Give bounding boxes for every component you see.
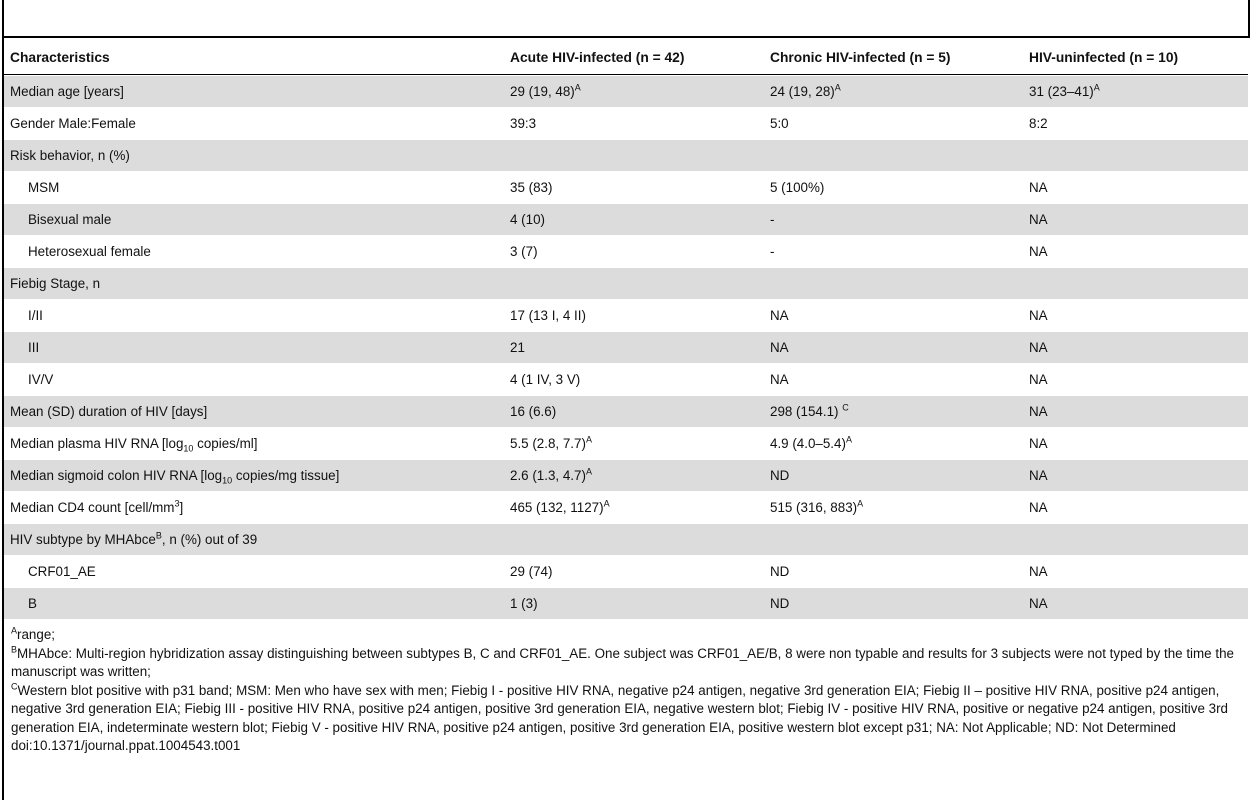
cell-uninfected: NA: [1023, 428, 1248, 460]
cell-characteristic: Risk behavior, n (%): [4, 140, 504, 172]
cell-uninfected: 31 $(23-41)^A$: [1023, 76, 1248, 108]
cell-uninfected: NA: [1023, 556, 1248, 588]
cell-acute: [504, 524, 764, 556]
cell-characteristic: I/II: [4, 300, 504, 332]
footnotes: [11, 626, 1243, 756]
cell-characteristic: Heterosexual female: [4, 236, 504, 268]
table-row: [4, 204, 1248, 236]
cell-chronic: [764, 140, 1023, 172]
table-row: [4, 236, 1248, 268]
cell-chronic: ND: [764, 588, 1023, 620]
footnote-b: $^B$MHAbce: Multi-region hybridization assay distinguishing between subtypes B, C and CRF01_AE. One subject was CRF01_AE/B, 8 were non typable and results for 3 subjects were not typed by the time the manuscript was written;: [11, 644, 1234, 679]
cell-uninfected: 8:2: [1023, 108, 1248, 140]
table-row: [4, 76, 1248, 108]
header-characteristics: Characteristics: [10, 50, 110, 65]
cell-acute: 29 (19, 48)$^A$: [504, 76, 764, 108]
cell-characteristic: Bisexual male: [4, 204, 504, 236]
cell-characteristic: IV/V: [4, 364, 504, 396]
header-acute: Acute HIV-infected (n = 42): [510, 50, 685, 65]
table-body: [4, 76, 1248, 620]
characteristics-table: [4, 40, 1248, 619]
cell-acute: 465 (132, 1127)$^A$: [504, 492, 764, 524]
cell-chronic: NA: [764, 332, 1023, 364]
table-row: [4, 332, 1248, 364]
cell-uninfected: NA: [1023, 172, 1248, 204]
table-row: [4, 556, 1248, 588]
cell-chronic: 5 (100%): [764, 172, 1023, 204]
footnote-c: $^C$Western blot positive with p31 band; MSM: Men who have sex with men; Fiebig I - positive HIV RNA, negative p24 antigen, negative 3rd generation EIA; Fiebig II – positive HIV RNA, positive p24 antigen, negative 3rd generation EIA; Fiebig III - positive HIV RNA, positive p24 antigen, positive 3rd generation EIA, negative western blot; Fiebig IV - positive HIV RNA, positive or negative p24 antigen, positive 3rd generation EIA, indeterminate western blot; Fiebig V - positive HIV RNA, positive p24 antigen, positive 3rd generation EIA, positive western blot except p31; NA: Not Applicable; ND: Not Determined: [11, 681, 1228, 735]
header-chronic: Chronic HIV-infected (n = 5): [770, 50, 951, 65]
cell-chronic: 4.9 $(4.0-5.4)^A$: [764, 428, 1023, 460]
cell-uninfected: [1023, 524, 1248, 556]
table-row: [4, 268, 1248, 300]
cell-chronic: 5:0: [764, 108, 1023, 140]
cell-chronic: [764, 268, 1023, 300]
cell-characteristic: Fiebig Stage, n: [4, 268, 504, 300]
cell-acute: 5.5 (2.8, 7.7)$^A$: [504, 428, 764, 460]
cell-characteristic: Median CD4 count $[cell/mm^3]$: [4, 492, 504, 524]
cell-uninfected: NA: [1023, 364, 1248, 396]
cell-characteristic: Gender Male:Female: [4, 108, 504, 140]
table-row: [4, 364, 1248, 396]
cell-characteristic: Mean (SD) duration of HIV [days]: [4, 396, 504, 428]
table-row: [4, 492, 1248, 524]
table-row: [4, 460, 1248, 492]
cell-acute: 39:3: [504, 108, 764, 140]
cell-acute: 4 (1 IV, 3 V): [504, 364, 764, 396]
table-row: [4, 172, 1248, 204]
cell-characteristic: B: [4, 588, 504, 620]
cell-characteristic: HIV subtype by MHAbce$^B$, n (%) out of 39: [4, 524, 504, 556]
cell-chronic: NA: [764, 364, 1023, 396]
cell-chronic: [764, 524, 1023, 556]
doi: doi:10.1371/journal.ppat.1004543.t001: [11, 738, 241, 753]
table-row: [4, 108, 1248, 140]
cell-chronic: ND: [764, 556, 1023, 588]
cell-chronic: 515 (316, 883)$^A$: [764, 492, 1023, 524]
cell-chronic: NA: [764, 300, 1023, 332]
cell-uninfected: NA: [1023, 588, 1248, 620]
cell-uninfected: NA: [1023, 236, 1248, 268]
cell-uninfected: NA: [1023, 204, 1248, 236]
cell-uninfected: [1023, 140, 1248, 172]
cell-characteristic: III: [4, 332, 504, 364]
cell-characteristic: MSM: [4, 172, 504, 204]
cell-characteristic: Median age [years]: [4, 76, 504, 108]
cell-uninfected: NA: [1023, 460, 1248, 492]
cell-acute: 2.6 (1.3, 4.7)$^A$: [504, 460, 764, 492]
table-row: [4, 396, 1248, 428]
cell-chronic: -: [764, 236, 1023, 268]
cell-uninfected: NA: [1023, 332, 1248, 364]
cell-acute: 35 (83): [504, 172, 764, 204]
cell-characteristic: Median sigmoid colon HIV RNA [$\log_{10}$ copies/mg tissue]: [4, 460, 504, 492]
cell-chronic: -: [764, 204, 1023, 236]
cell-uninfected: [1023, 268, 1248, 300]
cell-uninfected: NA: [1023, 396, 1248, 428]
cell-uninfected: NA: [1023, 300, 1248, 332]
cell-characteristic: Median plasma HIV RNA [$\log_{10}$ copies/ml]: [4, 428, 504, 460]
cell-chronic: ND: [764, 460, 1023, 492]
cell-acute: 1 (3): [504, 588, 764, 620]
cell-acute: 21: [504, 332, 764, 364]
table-title-box: [2, 0, 1250, 38]
cell-acute: 3 (7): [504, 236, 764, 268]
header-uninfected: HIV-uninfected (n = 10): [1029, 50, 1179, 65]
table-row: [4, 300, 1248, 332]
cell-chronic: 24 (19, 28)$^A$: [764, 76, 1023, 108]
cell-acute: 16 (6.6): [504, 396, 764, 428]
cell-acute: 4 (10): [504, 204, 764, 236]
footnote-a: $^A$range;: [11, 625, 55, 642]
table-row: [4, 524, 1248, 556]
table-row: [4, 588, 1248, 620]
cell-acute: 29 (74): [504, 556, 764, 588]
cell-acute: [504, 140, 764, 172]
table-row: [4, 428, 1248, 460]
table-row: [4, 140, 1248, 172]
cell-acute: [504, 268, 764, 300]
cell-acute: 17 (13 I, 4 II): [504, 300, 764, 332]
cell-characteristic: CRF01_AE: [4, 556, 504, 588]
table-header-row: [4, 40, 1248, 76]
cell-chronic: 298 (154.1) $^C$: [764, 396, 1023, 428]
cell-uninfected: NA: [1023, 492, 1248, 524]
